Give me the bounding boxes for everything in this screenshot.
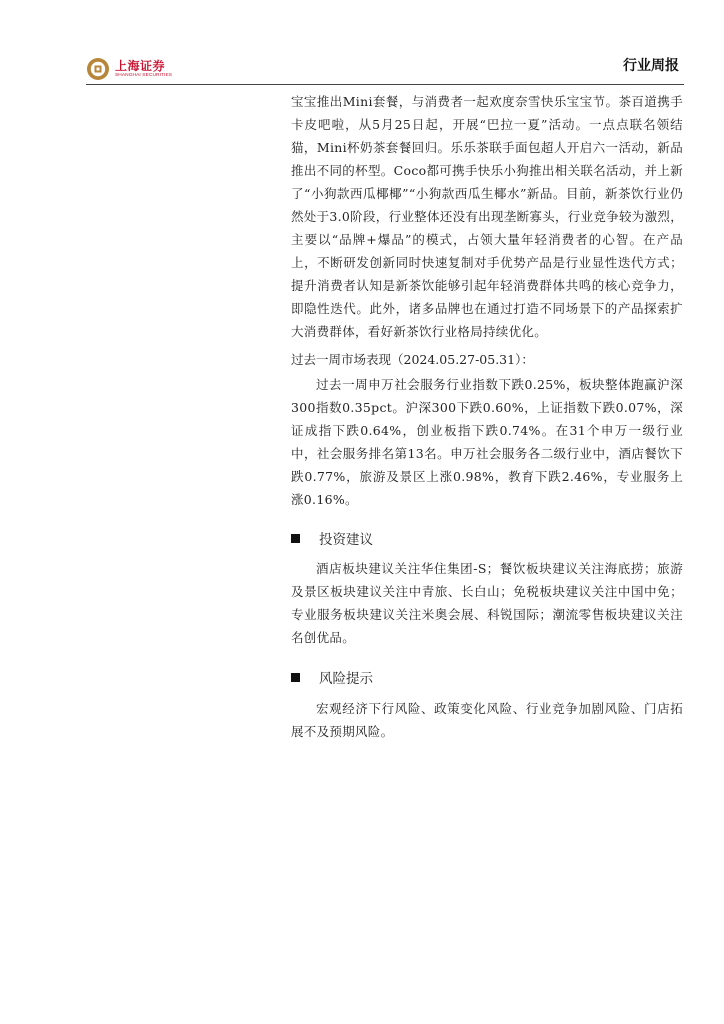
square-bullet-icon [291, 673, 300, 682]
report-type-label: 行业周报 [623, 58, 679, 74]
market-performance-heading: 过去一周市场表现（2024.05.27-05.31）： [291, 352, 534, 367]
header-divider [86, 84, 684, 85]
shanghai-securities-logo-icon [86, 57, 110, 81]
company-logo [86, 55, 172, 83]
square-bullet-icon [291, 534, 300, 543]
risk-paragraph: 宏观经济下行风险、政策变化风险、行业竞争加剧风险、门店拓展不及预期风险。 [291, 701, 683, 739]
intro-paragraph: 宝宝推出Mini套餐，与消费者一起欢度奈雪快乐宝宝节。茶百道携手卡皮吧啦，从5月25日起，开展“巴拉一夏”活动。一点点联名领结猫，Mini杯奶茶套餐回归。乐乐茶联手面包超人开启六一活动，新品推出不同的杯型。Coco都可携手快乐小狗推出相关联名活动，并上新了“小狗款西瓜椰椰”“小狗款西瓜生椰水”新品。目前，新茶饮行业仍然处于3.0阶段，行业整体还没有出现垄断寡头，行业竞争较为激烈，主要以“品牌+爆品”的模式，占领大量年轻消费者的心智。在产品上，不断研发创新同时快速复制对手优势产品是行业显性迭代方式；提升消费者认知是新茶饮能够引起年轻消费群体共鸣的核心竞争力，即隐性迭代。此外，诸多品牌也在通过打造不同场景下的产品探索扩大消费群体，看好新茶饮行业格局持续优化。 [291, 94, 683, 339]
logo-text-en: SHANGHAI SECURITIES [115, 72, 173, 78]
risk-section-heading [291, 667, 373, 687]
risk-heading-text: 风险提示 [319, 671, 373, 687]
market-performance-paragraph: 过去一周申万社会服务行业指数下跌0.25%，板块整体跑赢沪深300指数0.35pct。沪深300下跌0.60%，上证指数下跌0.07%，深证成指下跌0.64%，创业板指下跌0.74%。在31个申万一级行业中，社会服务排名第13名。申万社会服务各二级行业中，酒店餐饮下跌0.77%，旅游及景区上涨0.98%，教育下跌2.46%，专业服务上涨0.16%。 [291, 377, 683, 507]
logo-text-cn: 上海证券 [115, 58, 166, 73]
investment-heading-text: 投资建议 [319, 532, 373, 548]
investment-paragraph: 酒店板块建议关注华住集团-S；餐饮板块建议关注海底捞；旅游及景区板块建议关注中青旅、长白山；免税板块建议关注中国中免；专业服务板块建议关注米奥会展、科锐国际；潮流零售板块建议关注名创优品。 [291, 561, 683, 645]
investment-section-heading [291, 528, 373, 548]
